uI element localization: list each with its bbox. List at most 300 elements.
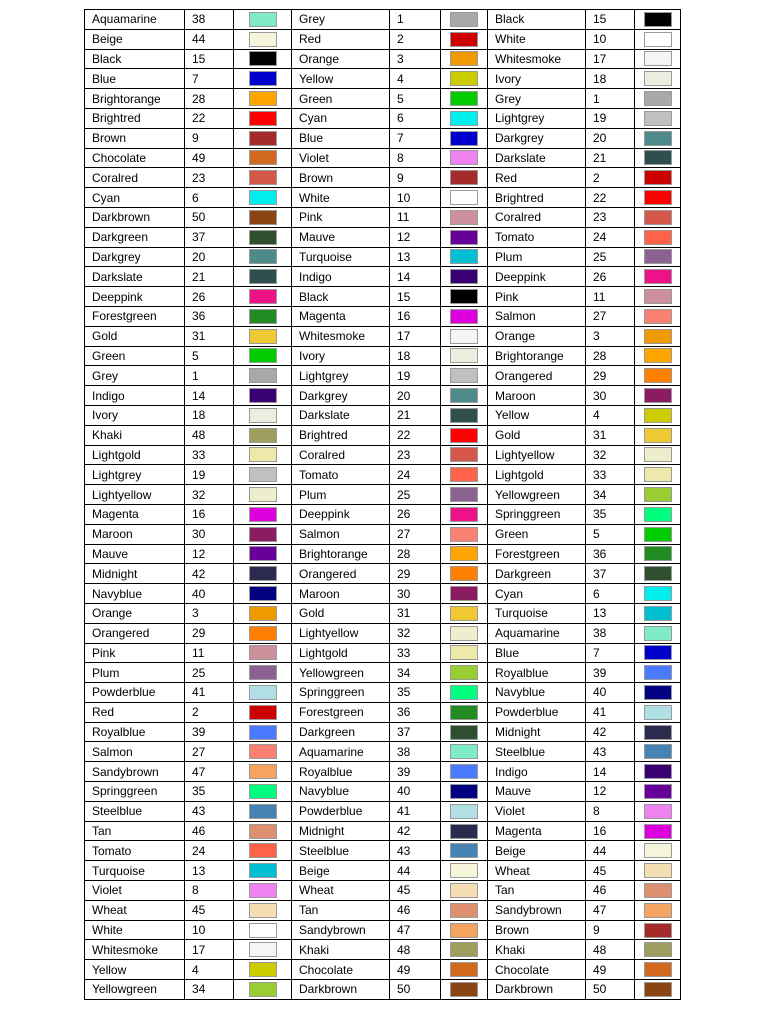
color-number-cell: 37 [586,564,635,584]
color-name-cell: Springgreen [85,782,185,802]
color-swatch-cell [441,108,488,128]
table-row [85,168,681,188]
color-number-cell: 5 [185,346,234,366]
color-number-cell: 42 [390,821,441,841]
color-name-cell: Ivory [85,405,185,425]
color-name-cell: Deeppink [488,267,586,287]
color-name-cell: Orangered [292,564,390,584]
color-swatch-cell [635,287,681,307]
color-name-cell: Violet [488,801,586,821]
color-swatch [644,962,672,977]
color-swatch [644,170,672,185]
color-swatch [450,190,478,205]
color-number-cell: 39 [586,663,635,683]
color-name-cell: Khaki [85,425,185,445]
color-swatch [249,150,277,165]
color-swatch-cell [441,425,488,445]
color-name-cell: Chocolate [488,960,586,980]
color-number-cell: 34 [390,663,441,683]
color-swatch [249,170,277,185]
color-name-cell: Darkslate [292,405,390,425]
color-name-cell: Magenta [488,821,586,841]
color-swatch-cell [635,643,681,663]
color-swatch [644,744,672,759]
color-number-cell: 24 [185,841,234,861]
color-name-cell: Plum [488,247,586,267]
color-swatch-cell [635,861,681,881]
color-name-cell: Green [488,524,586,544]
color-swatch-cell [635,663,681,683]
color-swatch [450,566,478,581]
color-number-cell: 7 [586,643,635,663]
color-swatch-cell [635,524,681,544]
color-swatch-cell [635,940,681,960]
color-swatch [450,467,478,482]
color-swatch-cell [635,980,681,1000]
table-row [85,326,681,346]
color-number-cell: 13 [586,603,635,623]
color-number-cell: 50 [586,980,635,1000]
color-swatch [249,190,277,205]
color-name-cell: Cyan [292,108,390,128]
color-name-cell: Navyblue [488,683,586,703]
color-swatch [249,210,277,225]
color-name-cell: Powderblue [292,801,390,821]
color-number-cell: 41 [586,702,635,722]
color-number-cell: 31 [390,603,441,623]
color-swatch [644,447,672,462]
color-number-cell: 46 [390,900,441,920]
color-swatch [644,111,672,126]
color-swatch-cell [234,782,292,802]
color-number-cell: 44 [185,29,234,49]
color-name-cell: Black [292,287,390,307]
color-swatch-cell [441,29,488,49]
color-number-cell: 25 [390,485,441,505]
color-number-cell: 3 [390,49,441,69]
color-number-cell: 2 [390,29,441,49]
color-name-cell: Khaki [488,940,586,960]
color-swatch-cell [441,920,488,940]
color-name-cell: Plum [85,663,185,683]
color-number-cell: 39 [185,722,234,742]
color-number-cell: 6 [586,584,635,604]
color-swatch [450,863,478,878]
color-number-cell: 47 [586,900,635,920]
color-swatch [249,368,277,383]
color-name-cell: Lightyellow [85,485,185,505]
color-number-cell: 24 [390,465,441,485]
color-name-cell: Cyan [488,584,586,604]
color-swatch [644,645,672,660]
color-swatch [249,705,277,720]
color-swatch-cell [441,267,488,287]
color-swatch-cell [635,89,681,109]
color-name-cell: Mauve [292,227,390,247]
table-row [85,10,681,30]
color-swatch-cell [635,485,681,505]
color-swatch-cell [234,900,292,920]
color-number-cell: 18 [586,69,635,89]
color-swatch-cell [441,49,488,69]
color-table-body [85,10,681,1000]
color-name-cell: Midnight [85,564,185,584]
color-number-cell: 2 [185,702,234,722]
color-swatch-cell [635,821,681,841]
color-swatch-cell [635,702,681,722]
color-name-cell: Lightgold [292,643,390,663]
color-number-cell: 26 [185,287,234,307]
color-swatch [450,824,478,839]
color-number-cell: 13 [185,861,234,881]
color-swatch [450,368,478,383]
color-swatch-cell [635,465,681,485]
color-number-cell: 17 [390,326,441,346]
color-swatch-cell [234,247,292,267]
table-row [85,980,681,1000]
table-row [85,742,681,762]
color-name-cell: Darkslate [85,267,185,287]
color-swatch-cell [441,584,488,604]
color-name-cell: Tomato [488,227,586,247]
color-number-cell: 46 [185,821,234,841]
color-name-cell: Beige [85,29,185,49]
color-swatch [249,863,277,878]
color-swatch [450,764,478,779]
table-row [85,128,681,148]
color-swatch-cell [635,445,681,465]
color-number-cell: 32 [390,623,441,643]
color-swatch [249,744,277,759]
color-swatch-cell [635,881,681,901]
color-name-cell: Tomato [292,465,390,485]
color-number-cell: 23 [586,207,635,227]
color-swatch-cell [635,247,681,267]
color-name-cell: Aquamarine [292,742,390,762]
color-swatch [450,744,478,759]
color-swatch [450,982,478,997]
color-name-cell: Khaki [292,940,390,960]
color-swatch-cell [441,445,488,465]
color-name-cell: Chocolate [292,960,390,980]
color-name-cell: White [292,188,390,208]
color-swatch-cell [234,702,292,722]
color-swatch [450,447,478,462]
color-swatch-cell [234,10,292,30]
color-swatch-cell [441,188,488,208]
color-swatch-cell [635,108,681,128]
color-swatch [450,586,478,601]
color-name-cell: Grey [85,366,185,386]
color-number-cell: 33 [185,445,234,465]
color-swatch [644,606,672,621]
color-swatch-cell [441,980,488,1000]
table-row [85,504,681,524]
table-row [85,643,681,663]
color-number-cell: 50 [185,207,234,227]
color-number-cell: 41 [185,683,234,703]
color-swatch-cell [234,89,292,109]
color-number-cell: 11 [390,207,441,227]
color-name-cell: Powderblue [488,702,586,722]
color-swatch [450,12,478,27]
color-number-cell: 16 [390,306,441,326]
color-swatch [249,804,277,819]
table-row [85,524,681,544]
color-name-cell: Coralred [292,445,390,465]
table-row [85,386,681,406]
color-swatch [450,348,478,363]
color-swatch-cell [234,128,292,148]
color-name-cell: Lightgrey [85,465,185,485]
color-swatch [644,269,672,284]
color-swatch-cell [441,782,488,802]
color-swatch-cell [441,683,488,703]
color-name-cell: Tomato [85,841,185,861]
color-swatch [249,249,277,264]
table-row [85,148,681,168]
color-name-cell: Turquoise [292,247,390,267]
color-swatch-cell [635,267,681,287]
color-swatch-cell [635,49,681,69]
color-name-cell: White [488,29,586,49]
color-name-cell: Brown [85,128,185,148]
color-number-cell: 29 [586,366,635,386]
color-swatch [644,71,672,86]
table-row [85,881,681,901]
color-swatch-cell [635,207,681,227]
table-row [85,663,681,683]
color-name-cell: Sandybrown [488,900,586,920]
color-swatch-cell [234,584,292,604]
color-number-cell: 15 [185,49,234,69]
color-swatch [249,51,277,66]
color-number-cell: 49 [390,960,441,980]
table-row [85,900,681,920]
color-name-cell: Orange [292,49,390,69]
color-swatch [644,487,672,502]
color-swatch-cell [441,702,488,722]
color-swatch-cell [234,287,292,307]
color-number-cell: 30 [586,386,635,406]
color-swatch-cell [635,742,681,762]
color-swatch-cell [234,564,292,584]
color-name-cell: Steelblue [85,801,185,821]
color-name-cell: Brown [292,168,390,188]
color-number-cell: 27 [586,306,635,326]
color-swatch [249,982,277,997]
color-swatch-cell [234,168,292,188]
color-number-cell: 23 [185,168,234,188]
color-swatch [644,388,672,403]
color-swatch-cell [635,128,681,148]
color-swatch-cell [234,148,292,168]
table-row [85,782,681,802]
color-swatch [450,606,478,621]
color-number-cell: 10 [586,29,635,49]
table-row [85,762,681,782]
color-number-cell: 9 [390,168,441,188]
color-swatch-cell [441,168,488,188]
color-swatch-cell [234,920,292,940]
color-number-cell: 41 [390,801,441,821]
table-row [85,584,681,604]
color-number-cell: 38 [586,623,635,643]
color-number-cell: 4 [586,405,635,425]
color-name-cell: Wheat [85,900,185,920]
color-name-cell: Deeppink [292,504,390,524]
color-number-cell: 2 [586,168,635,188]
color-swatch [249,408,277,423]
color-swatch-cell [441,861,488,881]
color-name-cell: Maroon [85,524,185,544]
color-name-cell: Orangered [488,366,586,386]
color-number-cell: 48 [586,940,635,960]
color-swatch [450,507,478,522]
color-swatch-cell [234,29,292,49]
color-swatch [450,428,478,443]
color-swatch-cell [635,10,681,30]
color-name-cell: Whitesmoke [488,49,586,69]
color-name-cell: Violet [85,881,185,901]
color-name-cell: Orange [488,326,586,346]
color-number-cell: 25 [586,247,635,267]
color-swatch [644,665,672,680]
color-name-cell: Ivory [292,346,390,366]
color-name-cell: Lightgold [85,445,185,465]
table-row [85,603,681,623]
color-swatch [450,685,478,700]
color-swatch-cell [234,643,292,663]
color-number-cell: 15 [390,287,441,307]
color-swatch-cell [635,425,681,445]
table-row [85,306,681,326]
color-swatch-cell [635,564,681,584]
color-swatch [644,428,672,443]
color-swatch-cell [441,504,488,524]
color-number-cell: 1 [390,10,441,30]
color-swatch [249,91,277,106]
color-swatch [249,447,277,462]
color-number-cell: 19 [185,465,234,485]
color-number-cell: 5 [586,524,635,544]
color-name-cell: Aquamarine [488,623,586,643]
color-name-cell: Royalblue [488,663,586,683]
color-swatch-cell [635,920,681,940]
color-number-cell: 14 [185,386,234,406]
color-name-cell: Beige [292,861,390,881]
color-name-cell: Tan [488,881,586,901]
color-name-cell: Whitesmoke [292,326,390,346]
table-row [85,267,681,287]
color-number-cell: 35 [390,683,441,703]
color-number-cell: 8 [390,148,441,168]
color-swatch [249,645,277,660]
color-number-cell: 49 [586,960,635,980]
table-row [85,108,681,128]
color-number-cell: 10 [390,188,441,208]
color-swatch [450,923,478,938]
color-swatch-cell [441,148,488,168]
color-number-cell: 12 [185,544,234,564]
color-swatch-cell [234,188,292,208]
color-name-cell: Salmon [292,524,390,544]
table-row [85,445,681,465]
color-number-cell: 43 [586,742,635,762]
color-swatch-cell [441,207,488,227]
color-name-cell: Violet [292,148,390,168]
color-name-cell: Yellow [292,69,390,89]
color-swatch-cell [441,69,488,89]
color-number-cell: 32 [185,485,234,505]
color-swatch-cell [234,485,292,505]
color-swatch [249,883,277,898]
color-swatch [450,883,478,898]
color-swatch-cell [441,227,488,247]
color-swatch [450,645,478,660]
color-number-cell: 13 [390,247,441,267]
color-swatch [249,903,277,918]
color-swatch [644,942,672,957]
color-swatch [249,665,277,680]
color-swatch [450,210,478,225]
color-swatch-cell [234,267,292,287]
table-row [85,960,681,980]
color-name-cell: Cyan [85,188,185,208]
color-number-cell: 50 [390,980,441,1000]
table-row [85,841,681,861]
color-swatch [249,388,277,403]
color-swatch-cell [234,69,292,89]
color-swatch-cell [441,960,488,980]
color-number-cell: 22 [586,188,635,208]
color-swatch [450,784,478,799]
color-swatch-cell [234,821,292,841]
color-swatch [450,546,478,561]
color-swatch [249,527,277,542]
color-swatch-cell [441,326,488,346]
color-swatch [249,487,277,502]
color-number-cell: 14 [586,762,635,782]
color-name-cell: Powderblue [85,683,185,703]
color-number-cell: 12 [390,227,441,247]
color-name-cell: Yellowgreen [85,980,185,1000]
color-name-cell: Springgreen [292,683,390,703]
color-swatch [249,12,277,27]
color-swatch-cell [441,643,488,663]
color-number-cell: 28 [185,89,234,109]
color-number-cell: 7 [185,69,234,89]
table-row [85,683,681,703]
color-number-cell: 40 [586,683,635,703]
color-name-cell: Turquoise [488,603,586,623]
table-row [85,366,681,386]
color-name-cell: Springgreen [488,504,586,524]
color-swatch-cell [635,168,681,188]
color-swatch [450,705,478,720]
color-name-cell: Mauve [488,782,586,802]
color-name-cell: Deeppink [85,287,185,307]
color-swatch [450,408,478,423]
color-swatch [644,725,672,740]
color-swatch [249,606,277,621]
color-swatch-cell [234,524,292,544]
color-swatch-cell [441,346,488,366]
color-number-cell: 44 [390,861,441,881]
color-swatch [644,804,672,819]
color-swatch-cell [635,960,681,980]
color-name-cell: Brown [488,920,586,940]
